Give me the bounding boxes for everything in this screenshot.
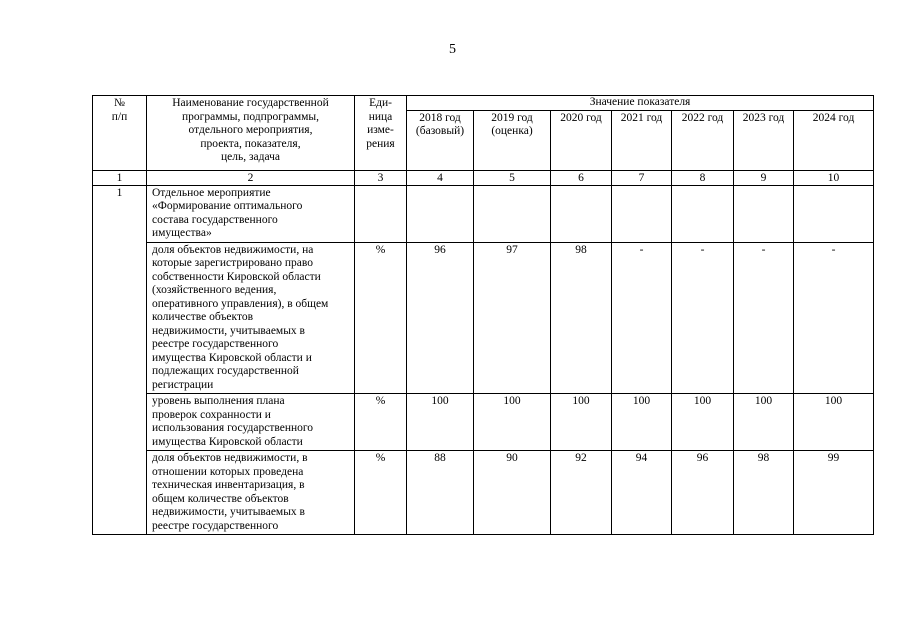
col-number: 6 <box>551 170 612 185</box>
event-row <box>93 185 874 242</box>
event-name: Отдельное мероприятие «Формирование оптимального состава государственного имущества» <box>147 185 355 242</box>
indicator-name: уровень выполнения плана проверок сохранности и использования государственного имущества Кировской области <box>147 394 355 451</box>
empty-cell <box>672 185 734 242</box>
col-number: 1 <box>93 170 147 185</box>
indicator-value-2021: 100 <box>612 394 672 451</box>
col-number: 2 <box>147 170 355 185</box>
indicator-value-2024: 99 <box>794 451 874 535</box>
col-number: 3 <box>355 170 407 185</box>
indicator-value-2018: 88 <box>407 451 474 535</box>
header-year-2018: 2018 год (базовый) <box>407 110 474 170</box>
indicator-name: доля объектов недвижимости, на которые зарегистрировано право собственности Кировской области (хозяйственного ведения, оперативного управления), в общем количестве объектов недвижимости, учитываемых в реестре государственного имущества Кировской области и подлежащих государственной регистрации <box>147 242 355 394</box>
indicator-value-2018: 100 <box>407 394 474 451</box>
indicator-unit: % <box>355 451 407 535</box>
header-value-group: Значение показателя <box>407 96 874 111</box>
col-number: 9 <box>734 170 794 185</box>
event-num: 1 <box>93 185 147 535</box>
header-year-2023: 2023 год <box>734 110 794 170</box>
indicator-value-2019: 90 <box>474 451 551 535</box>
indicator-name: доля объектов недвижимости, в отношении которых проведена техническая инвентаризация, в общем количестве объектов недвижимости, учитываемых в реестре государственного <box>147 451 355 535</box>
indicator-value-2022: 96 <box>672 451 734 535</box>
col-number: 8 <box>672 170 734 185</box>
indicator-value-2019: 97 <box>474 242 551 394</box>
indicator-value-2022: - <box>672 242 734 394</box>
header-name: Наименование государственной программы, подпрограммы, отдельного мероприятия, проекта, показателя, цель, задача <box>147 96 355 171</box>
empty-cell <box>551 185 612 242</box>
indicator-value-2023: - <box>734 242 794 394</box>
indicator-value-2021: 94 <box>612 451 672 535</box>
indicator-value-2021: - <box>612 242 672 394</box>
indicator-row-2 <box>93 394 874 451</box>
header-year-2024: 2024 год <box>794 110 874 170</box>
empty-cell <box>794 185 874 242</box>
indicators-table <box>92 95 874 535</box>
empty-cell <box>407 185 474 242</box>
header-year-2019: 2019 год (оценка) <box>474 110 551 170</box>
empty-cell <box>474 185 551 242</box>
header-year-2022: 2022 год <box>672 110 734 170</box>
indicator-value-2020: 92 <box>551 451 612 535</box>
indicator-row-1 <box>93 242 874 394</box>
indicator-unit: % <box>355 242 407 394</box>
header-year-2020: 2020 год <box>551 110 612 170</box>
header-year-2021: 2021 год <box>612 110 672 170</box>
indicator-value-2023: 98 <box>734 451 794 535</box>
indicator-value-2019: 100 <box>474 394 551 451</box>
indicator-value-2020: 100 <box>551 394 612 451</box>
col-number: 7 <box>612 170 672 185</box>
indicator-unit: % <box>355 394 407 451</box>
indicator-value-2022: 100 <box>672 394 734 451</box>
header-unit: Еди- ница изме- рения <box>355 96 407 171</box>
indicator-value-2023: 100 <box>734 394 794 451</box>
indicator-value-2024: 100 <box>794 394 874 451</box>
header-num: № п/п <box>93 96 147 171</box>
indicator-row-3 <box>93 451 874 535</box>
col-number: 10 <box>794 170 874 185</box>
header-row-1 <box>93 96 874 111</box>
col-number: 5 <box>474 170 551 185</box>
page-number: 5 <box>449 42 456 57</box>
empty-cell <box>734 185 794 242</box>
column-number-row <box>93 170 874 185</box>
indicator-value-2024: - <box>794 242 874 394</box>
col-number: 4 <box>407 170 474 185</box>
indicator-value-2018: 96 <box>407 242 474 394</box>
empty-cell <box>612 185 672 242</box>
empty-cell <box>355 185 407 242</box>
indicator-value-2020: 98 <box>551 242 612 394</box>
